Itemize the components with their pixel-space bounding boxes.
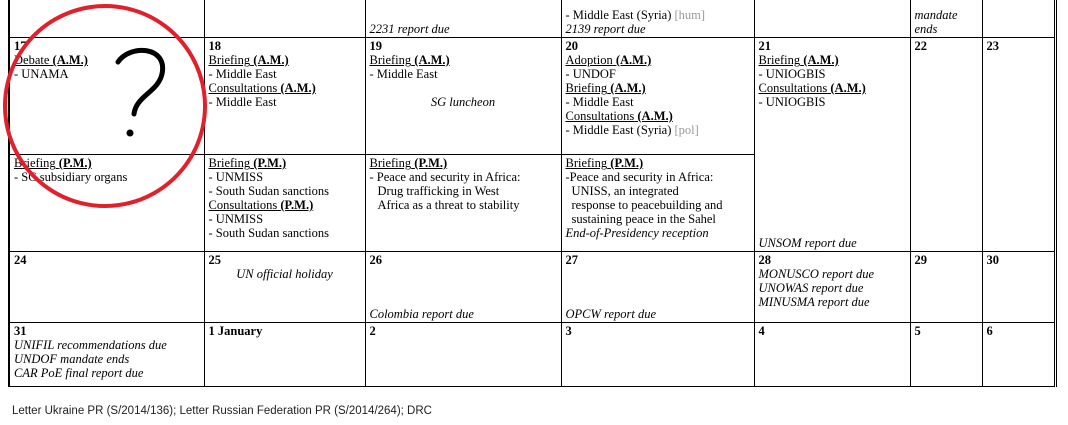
agenda-item: - SC subsidiary organs [14,170,128,184]
day-number: 19 [369,39,382,53]
agenda-item: - Middle East (Syria) [pol] [565,123,699,137]
week-row-24 [9,252,1055,323]
meeting-title: Consultations (P.M.) [208,198,314,212]
agenda-item: sustaining peace in the Sahel [571,212,716,226]
report-note: MONUSCO report due [758,267,875,281]
day-29 [910,252,982,323]
agenda-item: - South Sudan sanctions [208,184,329,198]
agenda-item: UNISS, an integrated [571,184,679,198]
day-24 [9,252,204,323]
calendar-table [8,0,1057,387]
agenda-item: - South Sudan sanctions [208,226,329,240]
day-17-pm [9,155,204,252]
day-number: 29 [914,253,927,267]
cell [204,0,365,38]
day-number: 5 [914,324,921,338]
cell [365,0,561,38]
report-note: 2139 report due [565,22,646,36]
day-number: 28 [758,253,771,267]
day-26 [365,252,561,323]
report-note: Colombia report due [369,307,474,321]
event-note: SG luncheon [430,95,496,109]
day-20-am [561,38,754,155]
day-18-pm [204,155,365,252]
meeting-title: Briefing (A.M.) [369,53,450,67]
day-number: 25 [208,253,221,267]
day-5 [910,323,982,387]
day-4 [754,323,910,387]
mandate-note: UNDOF mandate ends [14,352,130,366]
agenda-item: - UNIOGBIS [758,95,826,109]
day-19-pm [365,155,561,252]
meeting-title: Briefing (A.M.) [208,53,289,67]
day-number: 26 [369,253,382,267]
report-note: UNIFIL recommendations due [14,338,167,352]
meeting-title: Adoption (A.M.) [565,53,652,67]
day-number: 20 [565,39,578,53]
report-note: UNSOM report due [758,236,857,250]
cell [9,0,204,38]
report-note: 2231 report due [369,22,450,36]
agenda-item: - Middle East [565,95,634,109]
agenda-item: - UNIOGBIS [758,67,826,81]
day-18-am [204,38,365,155]
week-row-31 [9,323,1055,387]
day-21 [754,38,910,252]
report-note: OPCW report due [565,307,656,321]
day-17-am [9,38,204,155]
day-28 [754,252,910,323]
day-number: 30 [986,253,999,267]
holiday-note: UN official holiday [236,267,333,281]
event-note: End-of-Presidency reception [565,226,709,240]
agenda-item: - UNMISS [208,212,264,226]
day-31 [9,323,204,387]
report-note: CAR PoE final report due [14,366,144,380]
agenda-item: - Middle East (Syria) [hum] [565,8,706,22]
meeting-title: Consultations (A.M.) [565,109,673,123]
cell [910,0,982,38]
meeting-title: Debate (A.M.) [14,53,88,67]
meeting-title: Consultations (A.M.) [758,81,866,95]
day-number: 23 [986,39,999,53]
agenda-item: -Peace and security in Africa: [565,170,714,184]
day-number: 18 [208,39,221,53]
day-25 [204,252,365,323]
cell [754,0,910,38]
meeting-title: Briefing (A.M.) [565,81,646,95]
day-number: 24 [14,253,27,267]
footer-note: Letter Ukraine PR (S/2014/136); Letter Russian Federation PR (S/2014/264); DRC [12,405,432,417]
day-1-january [204,323,365,387]
agenda-item: response to peacebuilding and [571,198,723,212]
day-30 [982,252,1055,323]
meeting-title: Briefing (P.M.) [369,156,448,170]
day-number: 3 [565,324,572,338]
agenda-item: Drug trafficking in West [377,184,500,198]
meeting-title: Briefing (P.M.) [565,156,644,170]
meeting-title: Briefing (A.M.) [758,53,839,67]
day-number: 1 January [208,324,263,338]
day-27 [561,252,754,323]
day-3 [561,323,754,387]
mandate-note: mandate ends [914,8,958,36]
agenda-item: - Peace and security in Africa: [369,170,521,184]
agenda-item: - UNMISS [208,170,264,184]
week-row-17-am [9,38,1055,155]
report-note: MINUSMA report due [758,295,870,309]
day-number: 21 [758,39,771,53]
day-20-pm [561,155,754,252]
day-23 [982,38,1055,252]
day-2 [365,323,561,387]
agenda-item: - Middle East [369,67,438,81]
agenda-item: - UNAMA [14,67,69,81]
day-22 [910,38,982,252]
cell [982,0,1055,38]
report-note: UNOWAS report due [758,281,864,295]
meeting-title: Consultations (A.M.) [208,81,316,95]
day-number: 6 [986,324,993,338]
agenda-item: - UNDOF [565,67,616,81]
day-number: 31 [14,324,27,338]
week-row-partial [9,0,1055,38]
day-number: 17 [14,39,27,53]
day-number: 22 [914,39,927,53]
meeting-title: Briefing (P.M.) [14,156,92,170]
day-6 [982,323,1055,387]
day-number: 27 [565,253,578,267]
agenda-item: - Middle East [208,67,277,81]
meeting-title: Briefing (P.M.) [208,156,287,170]
day-19-am [365,38,561,155]
agenda-item: Africa as a threat to stability [377,198,520,212]
cell [561,0,754,38]
day-number: 2 [369,324,376,338]
agenda-item: - Middle East [208,95,277,109]
day-number: 4 [758,324,765,338]
